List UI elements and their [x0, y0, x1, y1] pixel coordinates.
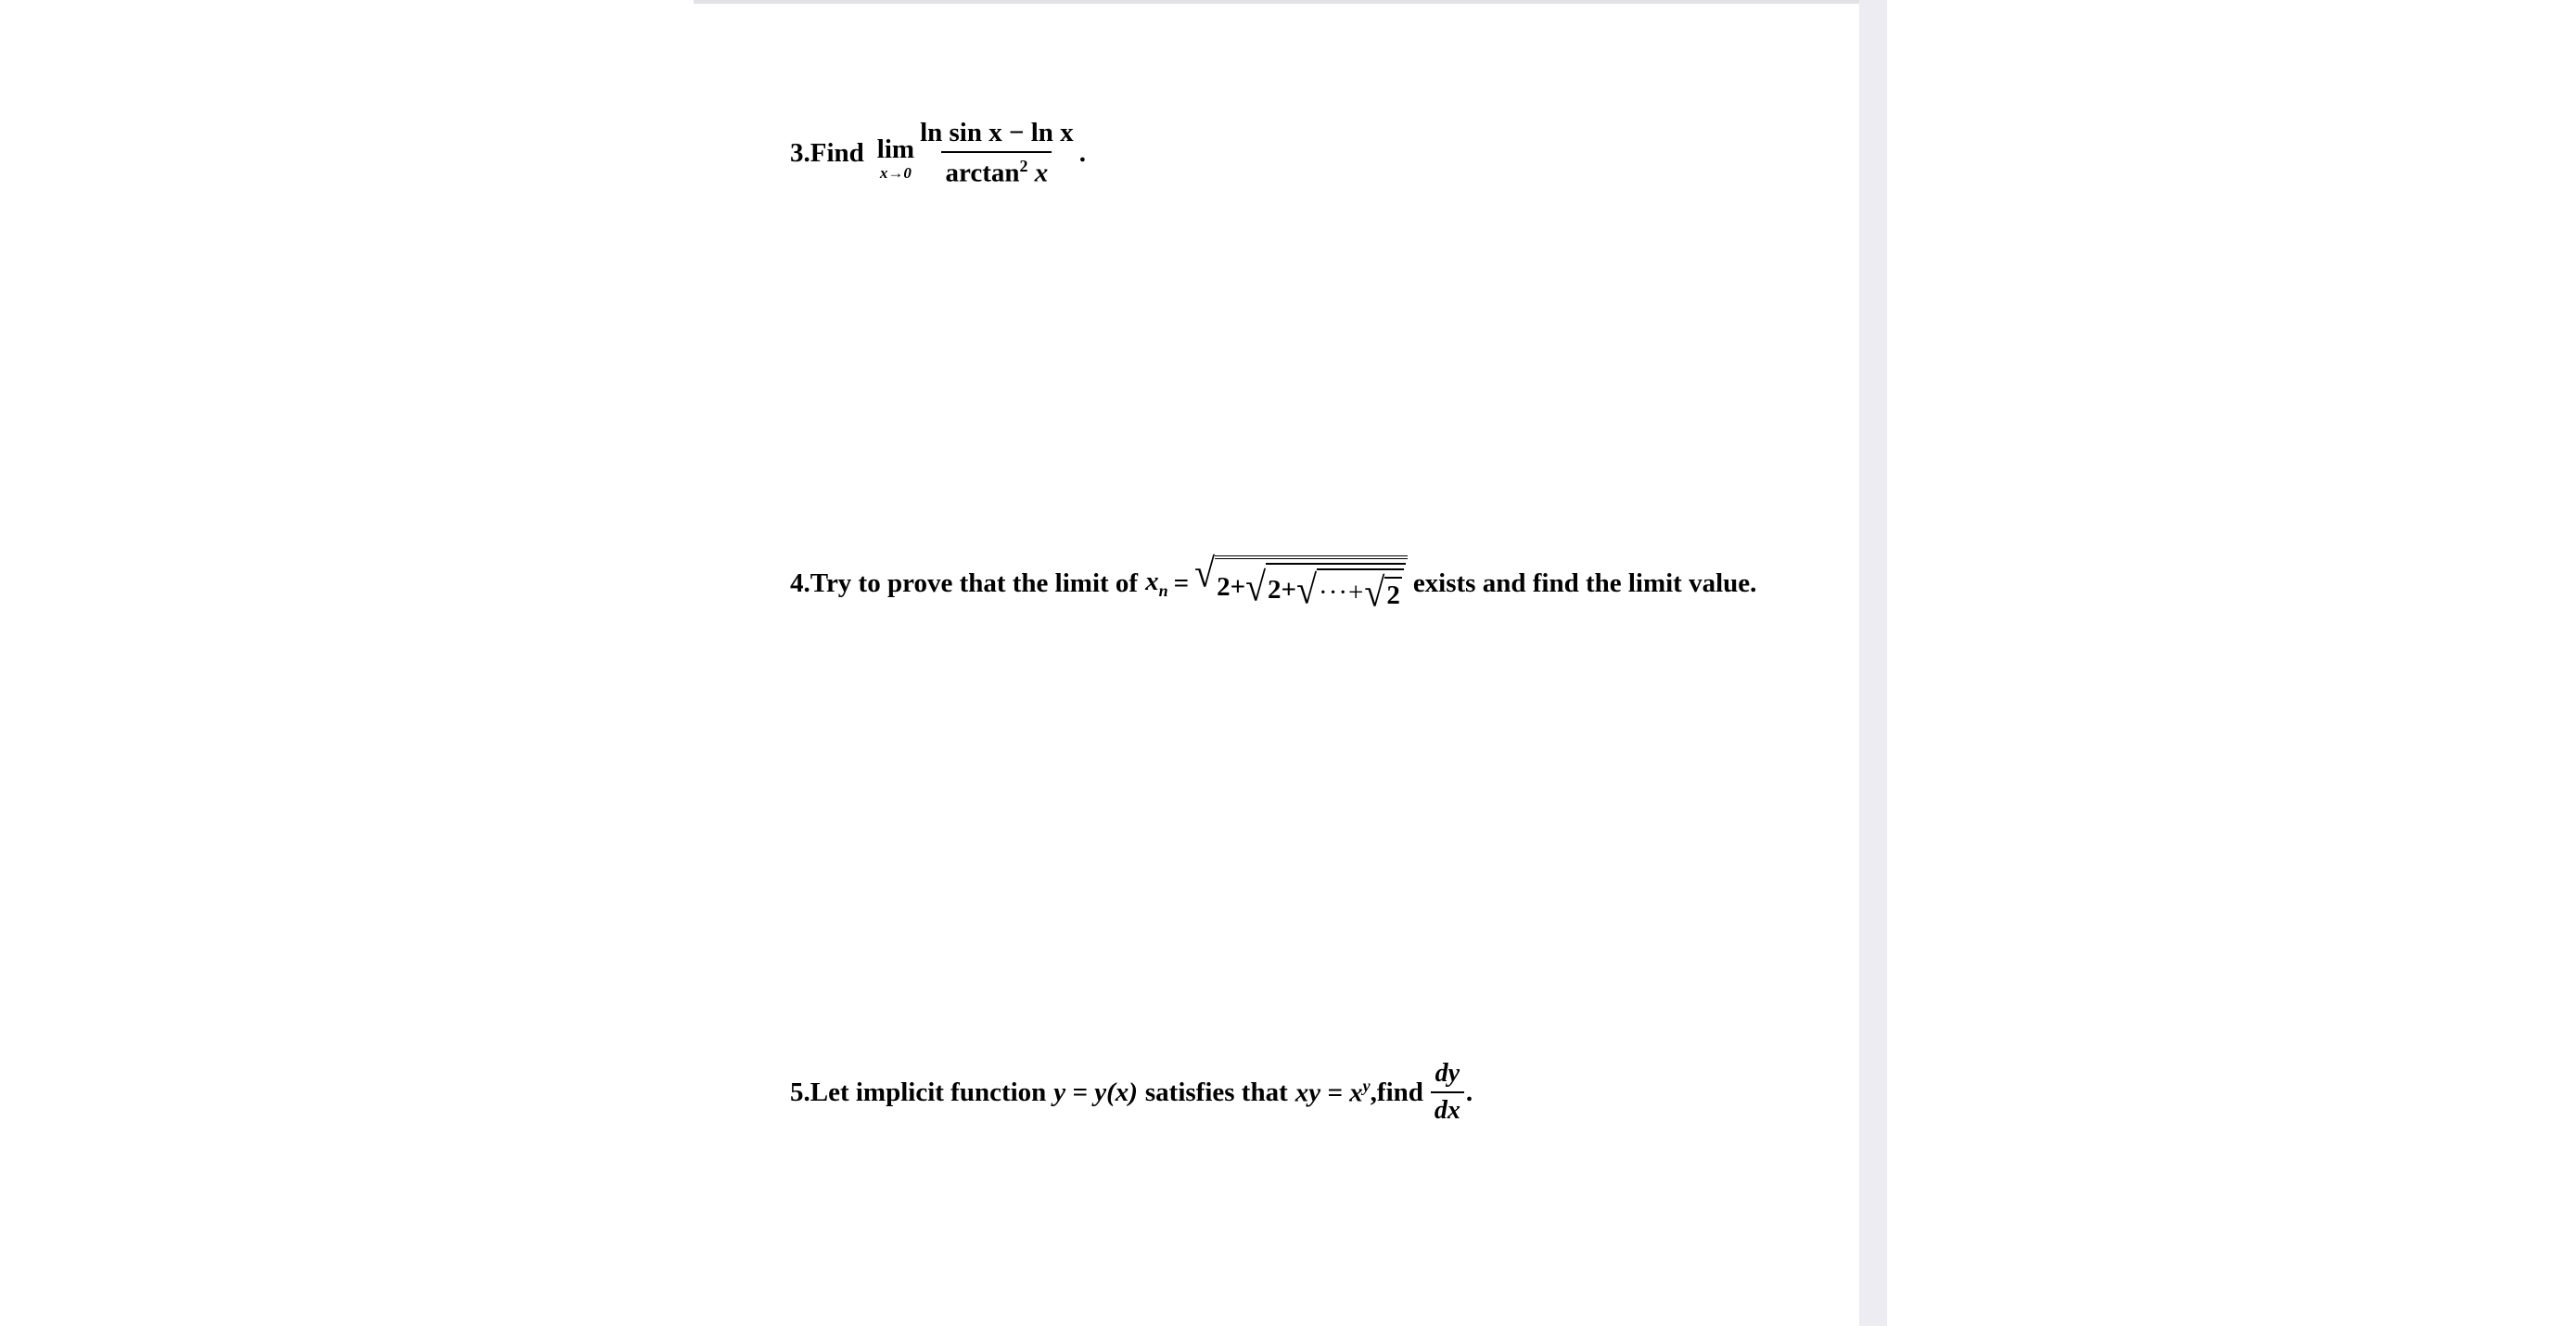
radical-sign-2: √	[1245, 563, 1267, 610]
page-shadow	[1859, 0, 1887, 1326]
radical-sign-1: √	[1194, 549, 1216, 596]
lim-word: lim	[876, 134, 915, 165]
radicand-2	[1266, 563, 1406, 616]
problem-4	[790, 549, 1757, 616]
sequence-term	[1145, 568, 1168, 599]
radicand-1	[1215, 555, 1408, 616]
find-word: ,find	[1370, 1077, 1423, 1107]
den-power: 2	[1019, 157, 1028, 175]
problem-5-lead: 5.Let implicit function	[790, 1077, 1047, 1107]
document-page	[694, 0, 1859, 1326]
problem-4-tail: exists and find the limit value.	[1412, 567, 1757, 598]
implicit-equation: y = y(x)	[1053, 1077, 1138, 1107]
limit-operator	[877, 136, 914, 181]
nested-radical	[1194, 549, 1408, 616]
sequence-index: n	[1158, 580, 1168, 600]
derivative-fraction	[1431, 1061, 1464, 1124]
problem-3-tail: .	[1078, 137, 1086, 168]
problem-3-lead: 3.Find	[790, 137, 864, 168]
derivative-denominator: dx	[1431, 1091, 1464, 1124]
radical-sign-4: √	[1364, 568, 1385, 616]
fraction-numerator: ln sin x − ln x	[920, 118, 1074, 147]
problem-4-lead: 4.Try to prove that the limit of	[790, 567, 1139, 598]
relation-base: xy = x	[1294, 1077, 1363, 1108]
problem-5-tail: .	[1465, 1077, 1473, 1107]
problem-3	[790, 120, 1086, 187]
radicand-1-term: 2+	[1217, 571, 1246, 602]
problem-3-fraction	[916, 120, 1078, 187]
den-var: x	[1034, 158, 1049, 188]
problem-5	[790, 1061, 1473, 1124]
radical-sign-3: √	[1296, 566, 1318, 613]
problem-5-mid: satisfies that	[1144, 1077, 1288, 1107]
lim-subscript: x→0	[879, 164, 912, 183]
sequence-var: x	[1145, 566, 1159, 596]
den-word: arctan	[945, 158, 1020, 188]
radicand-3-dots: ···+	[1319, 577, 1365, 607]
fraction-denominator	[941, 151, 1052, 187]
radicand-2-term: 2+	[1268, 574, 1297, 605]
radicand-4	[1384, 577, 1402, 609]
equals-sign: =	[1173, 567, 1190, 598]
derivative-numerator: dy	[1435, 1059, 1460, 1088]
relation-equation	[1295, 1077, 1371, 1107]
relation-power: y	[1362, 1077, 1371, 1096]
radicand-3	[1317, 568, 1404, 616]
radicand-4-term: 2	[1386, 580, 1400, 610]
